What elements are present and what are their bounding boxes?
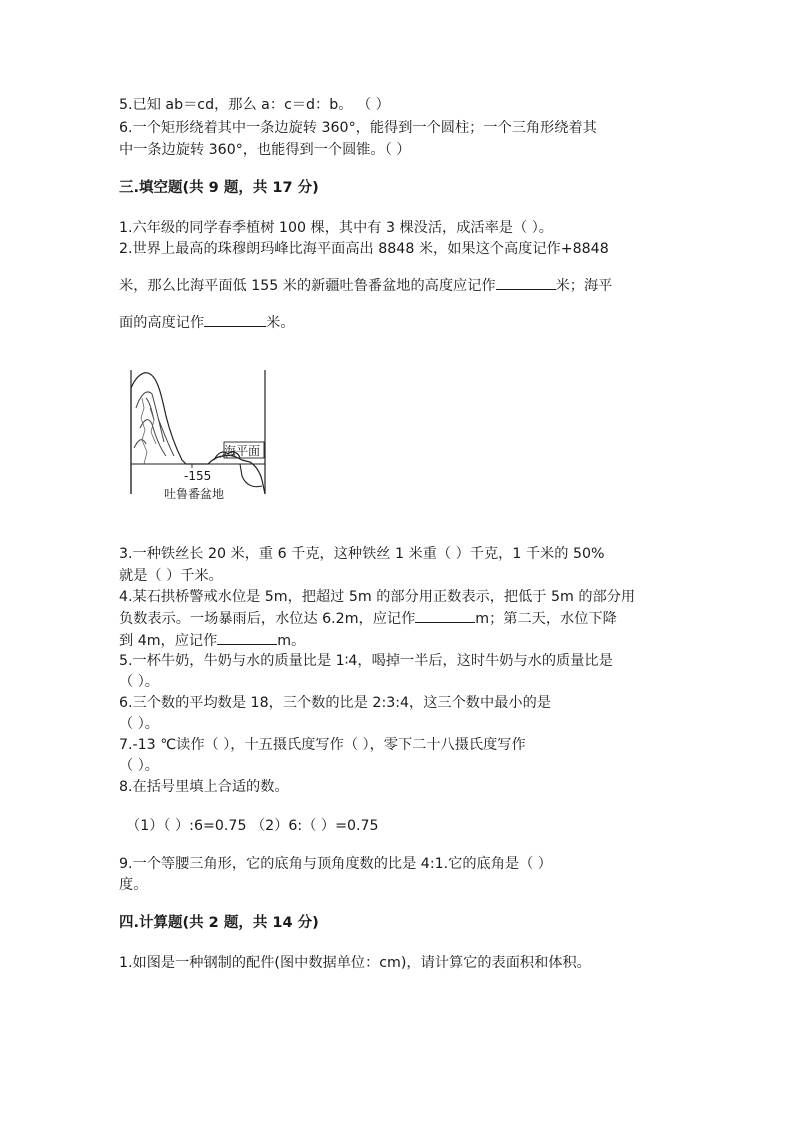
fill-q2-line3 (119, 312, 295, 333)
fill-q4-line2-text-b: m；第二天，水位下降 (475, 611, 617, 627)
fill-q3-line1: 3.一种铁丝长 20 米，重 6 千克，这种铁丝 1 米重（ ）千克，1 千米的 50% (119, 546, 605, 562)
fill-q1: 1.六年级的同学春季植树 100 棵，其中有 3 棵没活，成活率是（ ）。 (119, 220, 553, 236)
answer-blank[interactable] (217, 630, 277, 645)
sea-level-label: 海平面 (224, 444, 261, 458)
fill-q2-line3-text-b: 米。 (266, 315, 295, 331)
basin-label: 吐鲁番盆地 (164, 487, 225, 501)
fill-q3-line2: 就是（ ）千米。 (119, 568, 223, 584)
fill-q4-line1: 4.某石拱桥警戒水位是 5m，把超过 5m 的部分用正数表示，把低于 5m 的部分用 (119, 589, 636, 605)
fill-q4-line3-text-b: m。 (277, 633, 306, 649)
answer-blank[interactable] (204, 312, 266, 327)
fill-q2-line2-text-b: 米；海平 (555, 278, 613, 294)
fill-q8-sub: （1）（ ）:6=0.75 （2）6:（ ）=0.75 (126, 818, 379, 834)
fill-q7-line1: 7.-13 ℃读作（ ），十五摄氏度写作（ ），零下二十八摄氏度写作 (119, 737, 526, 753)
depth-label: -155 (184, 469, 212, 483)
fill-q2-line2-text-a: 米，那么比海平面低 155 米的新疆吐鲁番盆地的高度应记作 (119, 278, 496, 294)
fill-q4-line3 (119, 630, 305, 651)
answer-blank[interactable] (415, 608, 475, 623)
fill-q2-line2 (119, 275, 612, 296)
judge-q5: 5.已知 ab＝cd，那么 a：c＝d：b。 （ ） (119, 97, 390, 113)
fill-q9-line1: 9.一个等腰三角形，它的底角与顶角度数的比是 4:1.它的底角是（ ） (119, 856, 552, 872)
judge-q6-line2: 中一条边旋转 360°，也能得到一个圆锥。（ ） (119, 142, 411, 158)
fill-q9-line2: 度。 (119, 877, 148, 893)
fill-q2-line1: 2.世界上最高的珠穆朗玛峰比海平面高出 8848 米，如果这个高度记作+8848 (119, 241, 609, 257)
fill-q4-line2-text-a: 负数表示。一场暴雨后，水位达 6.2m，应记作 (119, 611, 416, 627)
fill-q7-line2: （ ）。 (119, 758, 159, 774)
fill-q6-line1: 6.三个数的平均数是 18，三个数的比是 2:3:4，这三个数中最小的是 (119, 695, 551, 711)
elevation-figure (128, 368, 270, 506)
section3-heading: 三.填空题(共 9 题，共 17 分) (119, 180, 319, 196)
fill-q4-line2 (119, 608, 617, 629)
fill-q5-line2: （ ）。 (119, 674, 159, 690)
section4-heading: 四.计算题(共 2 题，共 14 分) (119, 915, 319, 931)
calc-q1: 1.如图是一种钢制的配件(图中数据单位：cm)，请计算它的表面积和体积。 (119, 955, 591, 971)
fill-q8: 8.在括号里填上合适的数。 (119, 779, 289, 795)
fill-q6-line2: （ ）。 (119, 716, 159, 732)
fill-q5-line1: 5.一杯牛奶，牛奶与水的质量比是 1∶4，喝掉一半后，这时牛奶与水的质量比是 (119, 653, 613, 669)
judge-q6-line1: 6.一个矩形绕着其中一条边旋转 360°，能得到一个圆柱；一个三角形绕着其 (119, 120, 597, 136)
fill-q4-line3-text-a: 到 4m，应记作 (119, 633, 218, 649)
fill-q2-line3-text-a: 面的高度记作 (119, 315, 205, 331)
answer-blank[interactable] (496, 275, 556, 290)
